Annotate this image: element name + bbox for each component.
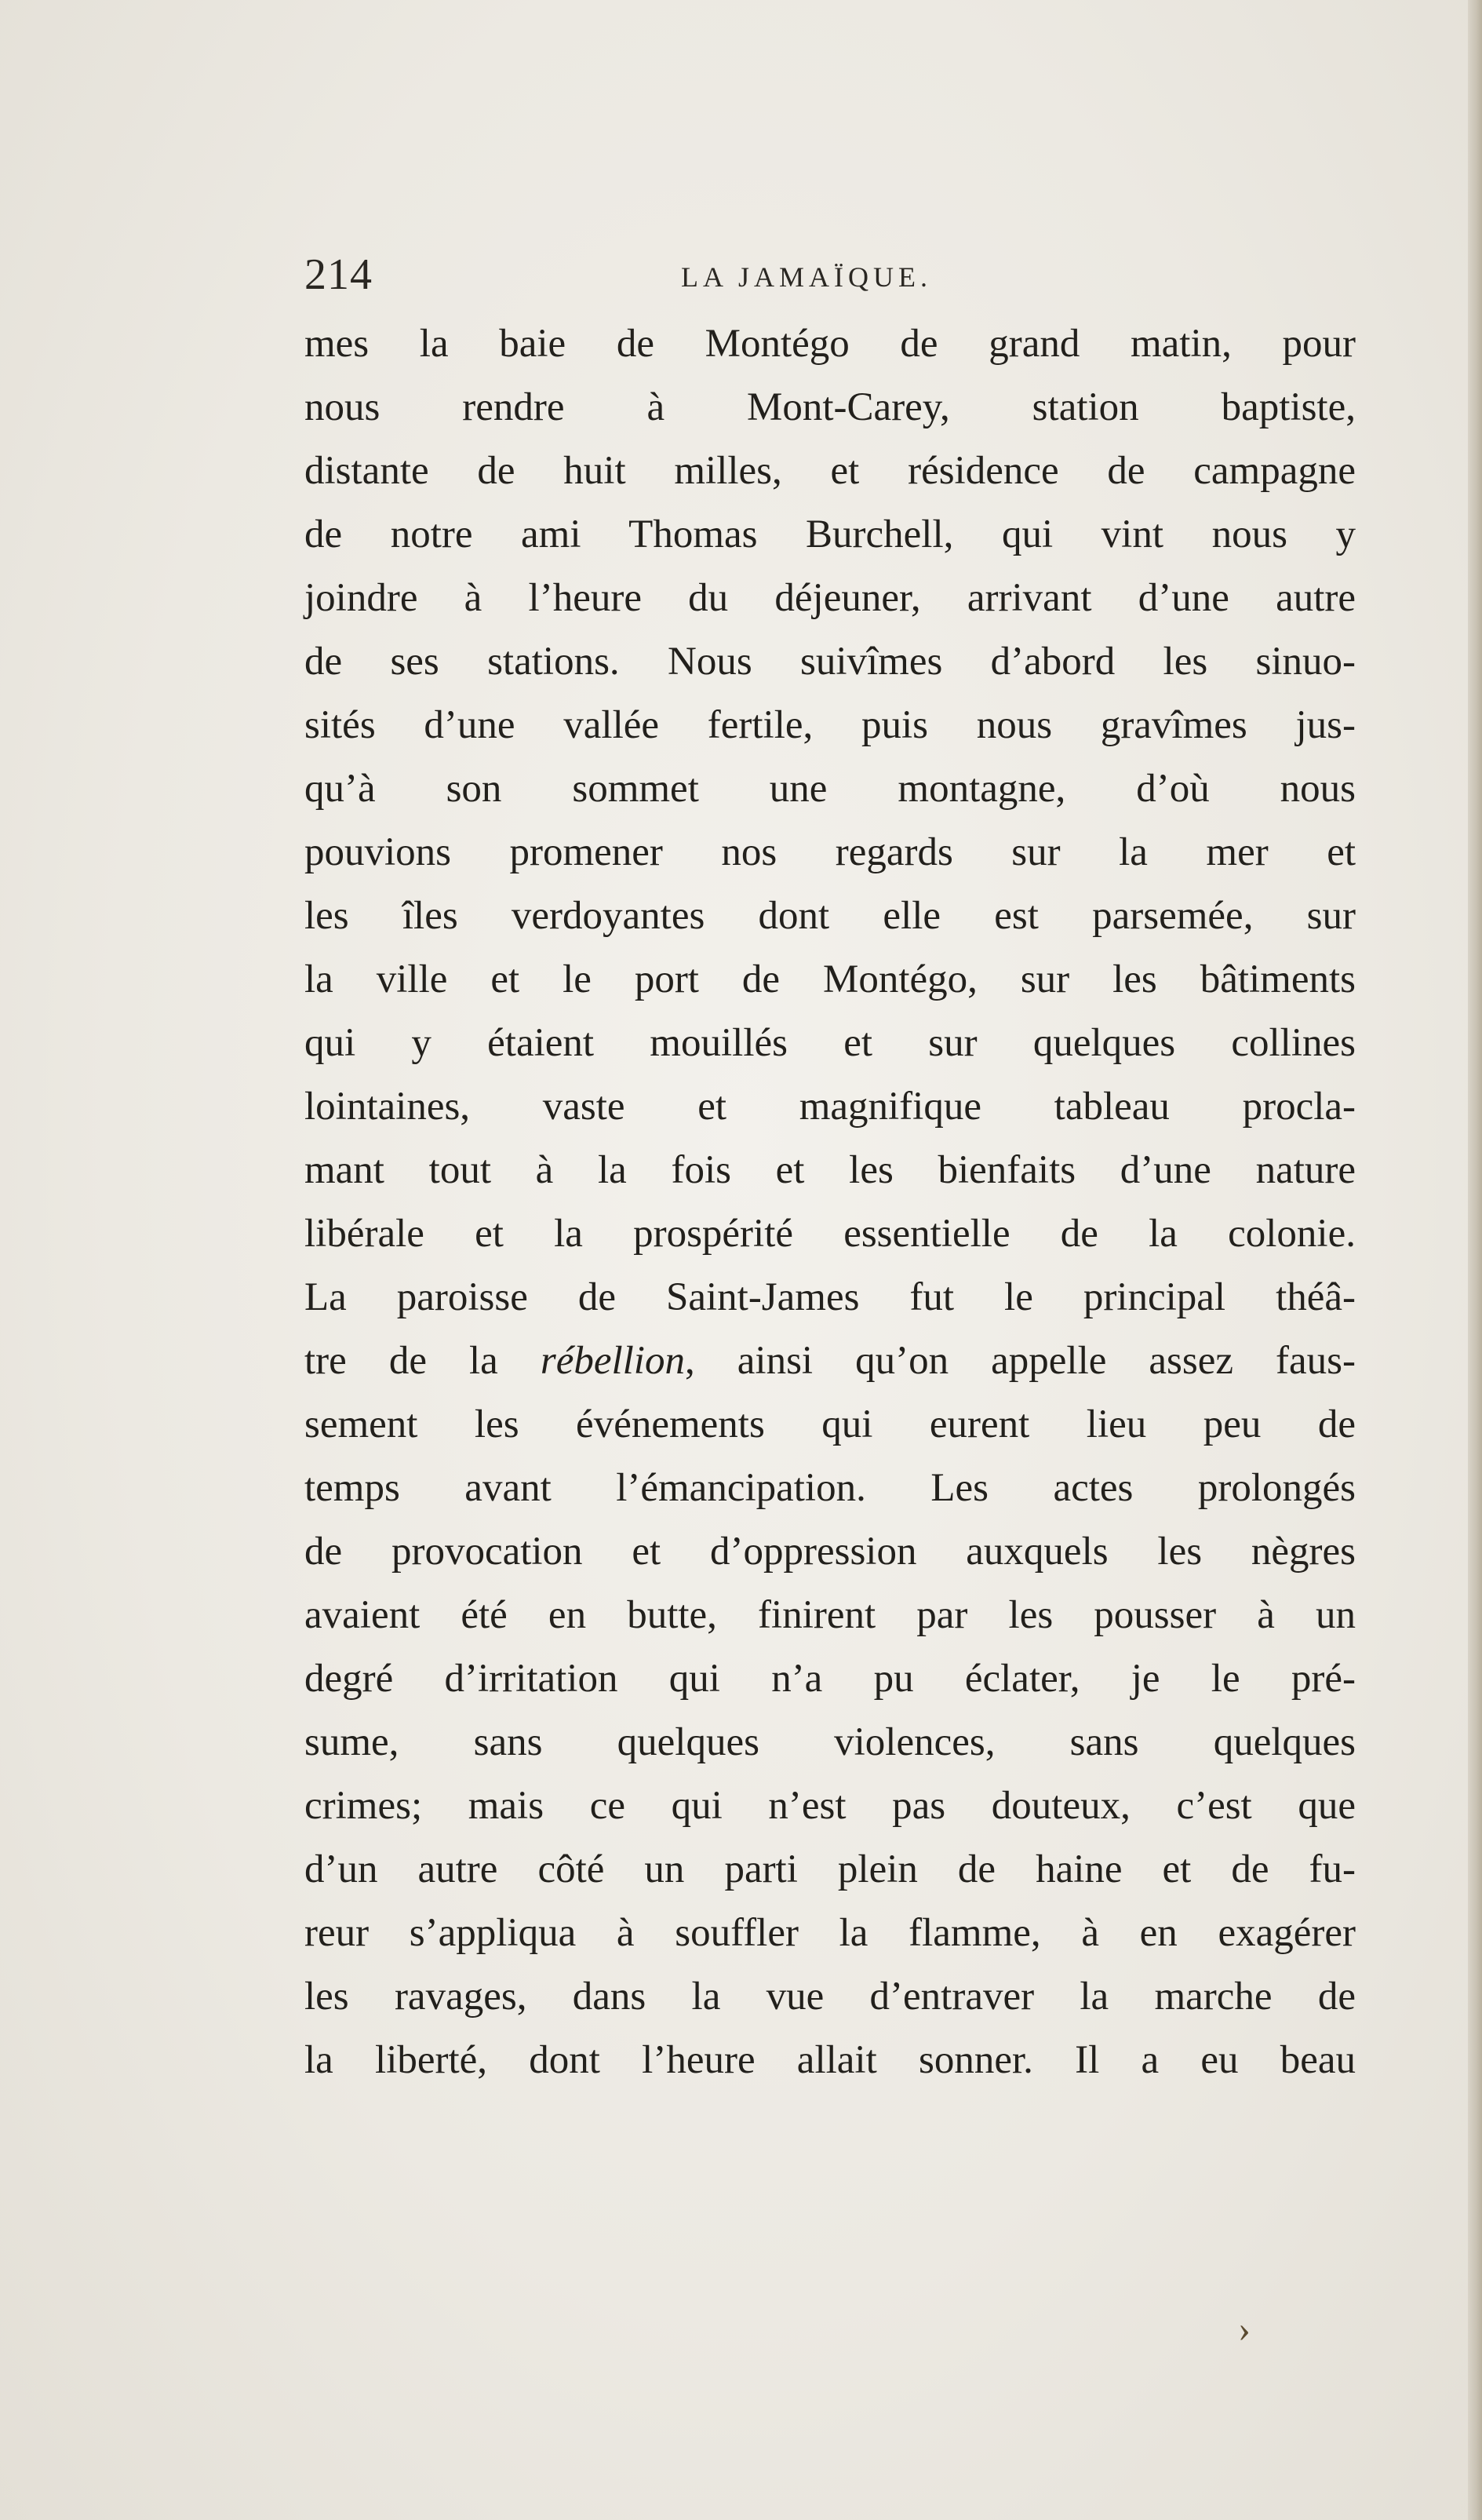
page-number: 214 [304,250,373,299]
text-line: la ville et le port de Montégo, sur les bâtiments [304,957,1356,1001]
text-line: temps avant l’émancipation. Les actes prolongés [304,1466,1356,1510]
text-line: de provocation et d’oppression auxquels les nègres [304,1530,1356,1574]
text-line: La paroisse de Saint-James fut le principal théâ- [304,1275,1356,1319]
body-text [304,312,1356,2092]
text-line: sume, sans quelques violences, sans quelques [304,1720,1356,1764]
text-line: distante de huit milles, et résidence de campagne [304,449,1356,493]
text-line: mes la baie de Montégo de grand matin, pour [304,322,1356,366]
text-segment: tre de la [304,1339,541,1383]
margin-mark: › [1238,2308,1251,2350]
text-line: les ravages, dans la vue d’entraver la marche de [304,1975,1356,2019]
text-line: lointaines, vaste et magnifique tableau procla- [304,1085,1356,1129]
text-line: sités d’une vallée fertile, puis nous gravîmes jus- [304,703,1356,747]
page-header [304,250,1371,305]
text-line: de ses stations. Nous suivîmes d’abord les sinuo- [304,640,1356,684]
text-line: avaient été en butte, finirent par les pousser à un [304,1593,1356,1637]
text-line: nous rendre à Mont-Carey, station baptiste, [304,385,1356,429]
text-line [304,1329,1356,1393]
text-line: degré d’irritation qui n’a pu éclater, je le pré- [304,1657,1356,1701]
text-segment: , ainsi qu’on appelle assez faus- [684,1339,1356,1383]
page-edge [1468,0,1482,2520]
text-line: qui y étaient mouillés et sur quelques collines [304,1021,1356,1065]
text-line: mant tout à la fois et les bienfaits d’une nature [304,1148,1356,1192]
text-line: qu’à son sommet une montagne, d’où nous [304,767,1356,811]
text-line: pouvions promener nos regards sur la mer et [304,830,1356,874]
text-line: libérale et la prospérité essentielle de la colonie. [304,1212,1356,1256]
running-head: LA JAMAÏQUE. [681,261,932,293]
text-line: les îles verdoyantes dont elle est parsemée, sur [304,894,1356,938]
text-line: joindre à l’heure du déjeuner, arrivant d’une autre [304,576,1356,620]
text-line: sement les événements qui eurent lieu peu de [304,1402,1356,1446]
text-line: la liberté, dont l’heure allait sonner. Il a eu beau [304,2038,1356,2082]
text-line: d’un autre côté un parti plein de haine et de fu- [304,1847,1356,1891]
text-line: crimes; mais ce qui n’est pas douteux, c’est que [304,1784,1356,1828]
text-line: reur s’appliqua à souffler la flamme, à en exagérer [304,1911,1356,1955]
italic-term: rébellion [540,1339,685,1383]
text-line: de notre ami Thomas Burchell, qui vint nous y [304,512,1356,556]
